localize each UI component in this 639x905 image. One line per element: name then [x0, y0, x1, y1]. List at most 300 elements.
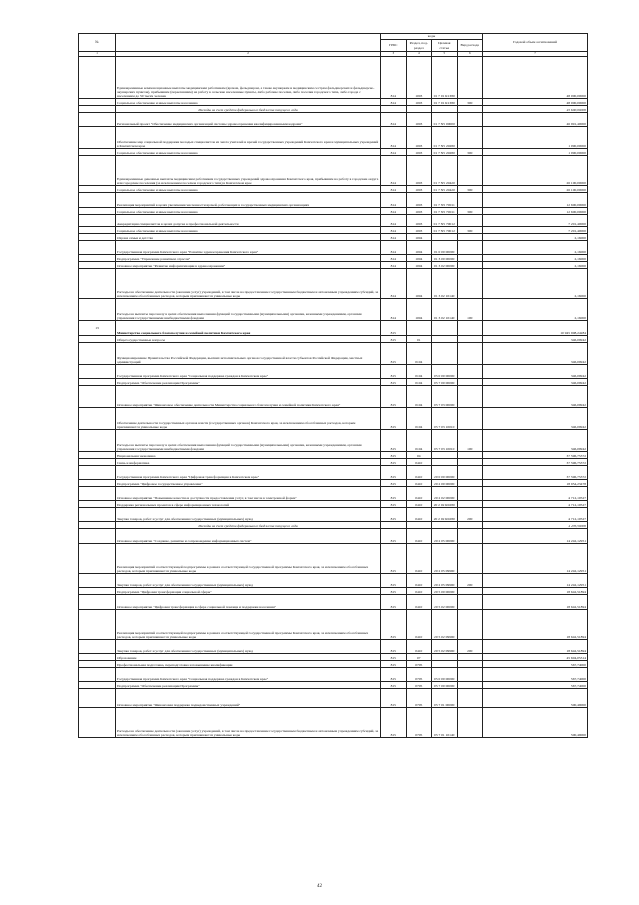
- row-name-cell: Функционирование Правительства Российской Федерации, высших исполнительных органов государственной власти субъектов Российской Федерации, местных администраций: [116, 343, 381, 365]
- expense-type-cell: [457, 595, 483, 610]
- target-article-cell: 20 2 02 00000: [432, 487, 458, 501]
- row-name-cell: Подпрограмма "Обеспечение реализации Программы": [116, 682, 381, 689]
- index-cell: 2: [116, 52, 381, 57]
- amount-cell: 26 100,00000: [483, 186, 588, 193]
- target-article-cell: 01 7 01 R1380: [432, 99, 458, 106]
- grbs-cell: [381, 106, 407, 113]
- row-name-cell: Обеспечение мер социальной поддержки молодых специалистов из числа учителей и врачей государственных учреждений Камчатского края и муниципальных учреждений в Камчатском крае: [116, 127, 381, 149]
- razdel-cell: 01: [406, 336, 432, 343]
- amount-cell: 346,09942: [483, 430, 588, 452]
- grbs-cell: 814: [381, 262, 407, 269]
- target-article-cell: 01 3 02 00000: [432, 262, 458, 269]
- razdel-cell: 1003: [406, 215, 432, 227]
- amount-cell: 14 242,12951: [483, 544, 588, 574]
- row-name-cell: Социальное обеспечение и иные выплаты населению: [116, 186, 381, 193]
- razdel-cell: 0104: [406, 365, 432, 379]
- target-article-cell: 20 2 02 R0280: [432, 501, 458, 508]
- target-article-cell: 01 7 01 R1380: [432, 57, 458, 99]
- row-number-cell: [79, 149, 116, 156]
- expense-type-cell: [457, 57, 483, 99]
- razdel-cell: 1003: [406, 149, 432, 156]
- grbs-cell: 814: [381, 227, 407, 234]
- amount-cell: 48 000,00000: [483, 99, 588, 106]
- razdel-cell: 1003: [406, 193, 432, 208]
- row-number-cell: [79, 430, 116, 452]
- amount-cell: 4 712,10527: [483, 508, 588, 522]
- razdel-cell: 0410: [406, 588, 432, 595]
- table-row: [79, 57, 588, 99]
- row-number-cell: [79, 262, 116, 269]
- expense-type-cell: [457, 255, 483, 262]
- row-name-cell: Обеспечение деятельности государственных органов власти (государственных органов) Камчатского края, за исключением обособленных расходов, которым присваиваются уникальные коды: [116, 408, 381, 430]
- row-number-cell: [79, 574, 116, 588]
- target-article-cell: 20 2 02 R0280: [432, 508, 458, 522]
- target-article-cell: 05 0 00 00000: [432, 668, 458, 682]
- row-name-cell: Реализация мероприятий в целях увеличения численности врачей, работающих в государственных медицинских организациях: [116, 193, 381, 208]
- razdel-cell: 0104: [406, 408, 432, 430]
- table-row: [79, 452, 588, 459]
- grbs-cell: 814: [381, 156, 407, 186]
- razdel-cell: 0410: [406, 508, 432, 522]
- amount-cell: 14 242,12951: [483, 529, 588, 544]
- amount-cell: 4 476,50000: [483, 522, 588, 529]
- grbs-cell: 814: [381, 99, 407, 106]
- razdel-cell: 1004: [406, 299, 432, 321]
- target-article-cell: 20 2 05 09990: [432, 574, 458, 588]
- razdel-cell: 1003: [406, 127, 432, 149]
- row-name-cell: Аккредитация специалистов в целях допуска к профессиональной деятельности: [116, 215, 381, 227]
- grbs-cell: 815: [381, 343, 407, 365]
- razdel-cell: 0410: [406, 610, 432, 640]
- target-article-cell: 05 7 01 10140: [432, 708, 458, 738]
- amount-cell: 500,49000: [483, 708, 588, 738]
- razdel-cell: 0705: [406, 689, 432, 708]
- row-number-cell: [79, 241, 116, 255]
- table-row: [79, 99, 588, 106]
- row-number-cell: [79, 459, 116, 466]
- grbs-cell: 815: [381, 508, 407, 522]
- razdel-cell: 1004: [406, 241, 432, 255]
- expense-type-cell: 200: [457, 640, 483, 654]
- budget-table: [78, 33, 588, 738]
- target-article-cell: [432, 654, 458, 661]
- row-name-cell: Подпрограмма "Цифровая трансформация социальной сферы": [116, 588, 381, 595]
- razdel-cell: 1004: [406, 234, 432, 241]
- expense-type-cell: [457, 501, 483, 508]
- target-article-cell: [432, 522, 458, 529]
- row-number-cell: [79, 522, 116, 529]
- grbs-cell: 814: [381, 113, 407, 127]
- grbs-cell: 814: [381, 186, 407, 193]
- expense-type-cell: [457, 544, 483, 574]
- target-article-cell: 05 0 00 00000: [432, 365, 458, 379]
- row-number-cell: [79, 682, 116, 689]
- row-name-cell: Основное мероприятие "Цифровая трансформация в сфере социальной помощи и поддержки населения": [116, 595, 381, 610]
- expense-type-cell: [457, 408, 483, 430]
- row-name-cell: Подпрограмма "Цифровое государственное управление": [116, 480, 381, 487]
- grbs-cell: 815: [381, 386, 407, 408]
- amount-cell: 46 991,40000: [483, 113, 588, 127]
- amount-cell: 18 642,51894: [483, 588, 588, 595]
- target-article-cell: 05 7 00 00000: [432, 682, 458, 689]
- target-article-cell: 01 7 N5 20420: [432, 156, 458, 186]
- table-row: [79, 241, 588, 255]
- razdel-cell: 0410: [406, 640, 432, 654]
- index-cell: 6: [457, 52, 483, 57]
- table-row: [79, 113, 588, 127]
- target-article-cell: [432, 321, 458, 336]
- grbs-cell: 815: [381, 640, 407, 654]
- row-number-cell: [79, 595, 116, 610]
- target-article-cell: [432, 661, 458, 668]
- table-row: [79, 466, 588, 480]
- amount-cell: 1 090,00000: [483, 149, 588, 156]
- target-article-cell: 01 7 N5 70012: [432, 227, 458, 234]
- expense-type-cell: [457, 668, 483, 682]
- amount-cell: 346,09942: [483, 365, 588, 379]
- row-number-cell: [79, 588, 116, 595]
- table-row: [79, 127, 588, 149]
- amount-cell: 500,49000: [483, 689, 588, 708]
- row-name-cell: Основное мероприятие "Финансовая поддержка подведомственных учреждений": [116, 689, 381, 708]
- header-target: Целевая статья: [432, 40, 458, 52]
- row-number-cell: [79, 299, 116, 321]
- expense-type-cell: 200: [457, 508, 483, 522]
- razdel-cell: 0410: [406, 544, 432, 574]
- header-num: №: [79, 34, 116, 52]
- row-name-cell: Национальная экономика: [116, 452, 381, 459]
- row-number-cell: [79, 365, 116, 379]
- table-body: [79, 57, 588, 738]
- grbs-cell: 815: [381, 574, 407, 588]
- expense-type-cell: [457, 452, 483, 459]
- expense-type-cell: [457, 459, 483, 466]
- amount-cell: 346,09942: [483, 408, 588, 430]
- expense-type-cell: [457, 113, 483, 127]
- row-name-cell: Закупка товаров, работ и услуг для обеспечения государственных (муниципальных) нужд: [116, 574, 381, 588]
- row-number-cell: [79, 654, 116, 661]
- index-cell: 4: [406, 52, 432, 57]
- expense-type-cell: [457, 379, 483, 386]
- target-article-cell: 20 5 02 00000: [432, 595, 458, 610]
- amount-cell: 7 201,40000: [483, 215, 588, 227]
- amount-cell: 7 201,40000: [483, 227, 588, 234]
- grbs-cell: 815: [381, 336, 407, 343]
- grbs-cell: 815: [381, 321, 407, 336]
- razdel-cell: 1003: [406, 57, 432, 99]
- row-name-cell: Основное мероприятие "Финансовое обеспечение деятельности Министерства социального благополучия и семейной политики Камчатского края": [116, 386, 381, 408]
- row-number-cell: [79, 501, 116, 508]
- amount-cell: 45 600,00000: [483, 106, 588, 113]
- amount-cell: 4 712,10527: [483, 501, 588, 508]
- grbs-cell: 815: [381, 501, 407, 508]
- razdel-cell: 1004: [406, 262, 432, 269]
- table-row: [79, 106, 588, 113]
- expense-type-cell: 300: [457, 227, 483, 234]
- grbs-cell: 815: [381, 430, 407, 452]
- razdel-cell: 0705: [406, 682, 432, 689]
- row-name-cell: Социальное обеспечение и иные выплаты населению: [116, 149, 381, 156]
- row-number-cell: [79, 113, 116, 127]
- index-cell: 5: [432, 52, 458, 57]
- table-row: [79, 234, 588, 241]
- row-name-cell: Подпрограмма "Обеспечение реализации Программы": [116, 379, 381, 386]
- row-number-cell: 13: [79, 321, 116, 336]
- razdel-cell: 1003: [406, 156, 432, 186]
- razdel-cell: 04: [406, 452, 432, 459]
- grbs-cell: 814: [381, 241, 407, 255]
- grbs-cell: 814: [381, 299, 407, 321]
- row-name-cell: Социальное обеспечение и иные выплаты населению: [116, 99, 381, 106]
- row-number-cell: [79, 343, 116, 365]
- razdel-cell: 1004: [406, 269, 432, 299]
- amount-cell: 567,74000: [483, 668, 588, 682]
- target-article-cell: 05 7 00 00000: [432, 379, 458, 386]
- row-number-cell: [79, 336, 116, 343]
- amount-cell: 48 000,00000: [483, 57, 588, 99]
- row-number-cell: [79, 193, 116, 208]
- grbs-cell: 814: [381, 269, 407, 299]
- row-name-cell: Основное мероприятие "Повышение качества и доступности предоставления услуг, в том числе в электронной форме": [116, 487, 381, 501]
- row-name-cell: Охрана семьи и детства: [116, 234, 381, 241]
- grbs-cell: 815: [381, 379, 407, 386]
- row-number-cell: [79, 508, 116, 522]
- row-name-cell: Расходы за счет средств федерального бюджета текущего года: [116, 106, 381, 113]
- target-article-cell: [432, 106, 458, 113]
- expense-type-cell: 200: [457, 574, 483, 588]
- row-number-cell: [79, 640, 116, 654]
- expense-type-cell: 300: [457, 99, 483, 106]
- razdel-cell: 0104: [406, 343, 432, 365]
- row-number-cell: [79, 186, 116, 193]
- expense-type-cell: [457, 241, 483, 255]
- target-article-cell: 01 7 N5 00000: [432, 113, 458, 127]
- target-article-cell: 05 7 03 10010: [432, 430, 458, 452]
- header-expense-type: Вид расхода: [457, 40, 483, 52]
- grbs-cell: 815: [381, 466, 407, 480]
- table-row: [79, 574, 588, 588]
- expense-type-cell: [457, 365, 483, 379]
- grbs-cell: 814: [381, 127, 407, 149]
- expense-type-cell: [457, 487, 483, 501]
- row-number-cell: [79, 480, 116, 487]
- row-name-cell: Государственная программа Камчатского края "Развитие здравоохранения Камчатского края": [116, 241, 381, 255]
- row-number-cell: [79, 269, 116, 299]
- razdel-cell: 1003: [406, 227, 432, 234]
- index-cell: 1: [79, 52, 116, 57]
- row-number-cell: [79, 386, 116, 408]
- row-name-cell: Основное мероприятие "Развитие информатизации в здравоохранении": [116, 262, 381, 269]
- razdel-cell: 1003: [406, 99, 432, 106]
- grbs-cell: 815: [381, 661, 407, 668]
- target-article-cell: 01 7 N5 20420: [432, 186, 458, 193]
- row-number-cell: [79, 57, 116, 99]
- table-row: [79, 299, 588, 321]
- table-row: [79, 544, 588, 574]
- row-name-cell: Подпрограмма "Управление развитием отрасли": [116, 255, 381, 262]
- grbs-cell: 815: [381, 529, 407, 544]
- row-name-cell: Профессиональная подготовка, переподготовка и повышение квалификации: [116, 661, 381, 668]
- target-article-cell: 01 7 N5 20280: [432, 149, 458, 156]
- amount-cell: 567,74000: [483, 682, 588, 689]
- row-name-cell: Закупка товаров, работ и услуг для обеспечения государственных (муниципальных) нужд: [116, 640, 381, 654]
- amount-cell: 2,16000: [483, 241, 588, 255]
- grbs-cell: 814: [381, 255, 407, 262]
- table-row: [79, 588, 588, 595]
- razdel-cell: 1003: [406, 208, 432, 215]
- table-row: [79, 365, 588, 379]
- expense-type-cell: [457, 215, 483, 227]
- expense-type-cell: 100: [457, 430, 483, 452]
- razdel-cell: 0705: [406, 708, 432, 738]
- expense-type-cell: [457, 156, 483, 186]
- table-row: [79, 610, 588, 640]
- table-row: [79, 227, 588, 234]
- row-number-cell: [79, 99, 116, 106]
- table-row: [79, 215, 588, 227]
- row-number-cell: [79, 255, 116, 262]
- razdel-cell: [406, 321, 432, 336]
- target-article-cell: [432, 452, 458, 459]
- row-name-cell: Социальное обеспечение и иные выплаты населению: [116, 208, 381, 215]
- razdel-cell: 0410: [406, 459, 432, 466]
- table-row: [79, 336, 588, 343]
- row-number-cell: [79, 106, 116, 113]
- grbs-cell: 815: [381, 480, 407, 487]
- grbs-cell: 815: [381, 452, 407, 459]
- target-article-cell: 01 3 02 10140: [432, 299, 458, 321]
- amount-cell: 45 604,05314: [483, 654, 588, 661]
- target-article-cell: [432, 234, 458, 241]
- target-article-cell: 01 0 00 00000: [432, 241, 458, 255]
- razdel-cell: 07: [406, 654, 432, 661]
- amount-cell: 18 642,51894: [483, 610, 588, 640]
- amount-cell: 2,16000: [483, 234, 588, 241]
- razdel-cell: 0104: [406, 430, 432, 452]
- table-row: [79, 480, 588, 487]
- target-article-cell: 01 7 N5 20280: [432, 127, 458, 149]
- amount-cell: 2,16000: [483, 262, 588, 269]
- amount-cell: 2,16000: [483, 255, 588, 262]
- razdel-cell: 0104: [406, 379, 432, 386]
- row-number-cell: [79, 127, 116, 149]
- table-row: [79, 408, 588, 430]
- amount-cell: 37 596,75372: [483, 459, 588, 466]
- row-number-cell: [79, 661, 116, 668]
- target-article-cell: 20 2 05 09990: [432, 544, 458, 574]
- table-row: [79, 640, 588, 654]
- razdel-cell: 0104: [406, 386, 432, 408]
- row-number-cell: [79, 466, 116, 480]
- row-number-cell: [79, 689, 116, 708]
- row-name-cell: Государственная программа Камчатского края "Социальная поддержка граждан в Камчатском крае": [116, 365, 381, 379]
- amount-cell: 1 090,00000: [483, 127, 588, 149]
- row-number-cell: [79, 234, 116, 241]
- budget-table-page: [78, 33, 588, 738]
- row-name-cell: Реализация мероприятий соответствующей подпрограммы в рамках соответствующей государственной программы Камчатского края, за исключением обособленных расходов, которым присваиваются уникальные коды: [116, 610, 381, 640]
- amount-cell: 10 945 908,24284: [483, 321, 588, 336]
- target-article-cell: 20 2 00 00000: [432, 480, 458, 487]
- amount-cell: 37 596,75372: [483, 452, 588, 459]
- row-number-cell: [79, 529, 116, 544]
- grbs-cell: 815: [381, 610, 407, 640]
- header-name: [116, 34, 381, 52]
- table-row: [79, 661, 588, 668]
- target-article-cell: 01 3 00 00000: [432, 255, 458, 262]
- table-row: [79, 529, 588, 544]
- table-row: [79, 149, 588, 156]
- amount-cell: 346,09942: [483, 386, 588, 408]
- razdel-cell: 0410: [406, 574, 432, 588]
- razdel-cell: [406, 522, 432, 529]
- expense-type-cell: [457, 106, 483, 113]
- expense-type-cell: [457, 336, 483, 343]
- grbs-cell: 815: [381, 365, 407, 379]
- amount-cell: 26 100,00000: [483, 156, 588, 186]
- table-row: [79, 379, 588, 386]
- target-article-cell: 01 7 N5 70011: [432, 208, 458, 215]
- row-name-cell: Единовременные компенсационные выплаты медицинским работникам (врачам, фельдшерам, а также акушеркам и медицинским сестрам фельдшерских и фельдшерско-акушерских пунктов), прибывшим (переехавшим) на работу в сельские населенные пункты, либо рабочие поселки, либо поселки городского типа, либо города с населением до 50 тысяч человек: [116, 57, 381, 99]
- amount-cell: 12 600,00000: [483, 193, 588, 208]
- row-name-cell: Министерство социального благополучия и семейной политики Камчатского края: [116, 321, 381, 336]
- grbs-cell: 815: [381, 689, 407, 708]
- razdel-cell: 1004: [406, 255, 432, 262]
- index-cell: 7: [483, 52, 588, 57]
- expense-type-cell: [457, 654, 483, 661]
- target-article-cell: 01 7 N5 70011: [432, 193, 458, 208]
- expense-type-cell: [457, 708, 483, 738]
- table-row: [79, 269, 588, 299]
- table-row: [79, 689, 588, 708]
- amount-cell: 2,16000: [483, 269, 588, 299]
- expense-type-cell: [457, 343, 483, 365]
- expense-type-cell: [457, 588, 483, 595]
- table-row: [79, 321, 588, 336]
- row-name-cell: Закупка товаров, работ и услуг для обеспечения государственных (муниципальных) нужд: [116, 508, 381, 522]
- table-row: [79, 386, 588, 408]
- row-name-cell: Расходы за счет средств федерального бюджета текущего года: [116, 522, 381, 529]
- grbs-cell: 814: [381, 149, 407, 156]
- target-article-cell: [432, 459, 458, 466]
- row-name-cell: Расходы на обеспечение деятельности (оказание услуг) учреждений, в том числе на предоставление государственным бюджетным и автономным учреждениям субсидий, за исключением обособленных расходов, которым присваиваются уникальные коды: [116, 269, 381, 299]
- amount-cell: 4 712,10527: [483, 487, 588, 501]
- header-grbs: ГРБС: [381, 40, 407, 52]
- expense-type-cell: [457, 661, 483, 668]
- table-row: [79, 156, 588, 186]
- table-row: [79, 255, 588, 262]
- expense-type-cell: [457, 127, 483, 149]
- grbs-cell: 814: [381, 57, 407, 99]
- razdel-cell: 1003: [406, 113, 432, 127]
- row-number-cell: [79, 227, 116, 234]
- target-article-cell: 20 0 00 00000: [432, 466, 458, 480]
- razdel-cell: 0410: [406, 480, 432, 487]
- grbs-cell: 815: [381, 595, 407, 610]
- grbs-cell: 815: [381, 668, 407, 682]
- header-razdel: Раздел, под-раздел: [406, 40, 432, 52]
- expense-type-cell: 300: [457, 208, 483, 215]
- row-name-cell: Общегосударственные вопросы: [116, 336, 381, 343]
- row-number-cell: [79, 668, 116, 682]
- expense-type-cell: [457, 269, 483, 299]
- row-name-cell: Поддержка региональных проектов в сфере информационных технологий: [116, 501, 381, 508]
- row-name-cell: Реализация мероприятий соответствующей подпрограммы в рамках соответствующей государственной программы Камчатского края, за исключением обособленных расходов, которым присваиваются уникальные коды: [116, 544, 381, 574]
- row-number-cell: [79, 544, 116, 574]
- amount-cell: 346,09942: [483, 343, 588, 365]
- amount-cell: 12 600,00000: [483, 208, 588, 215]
- table-row: [79, 430, 588, 452]
- amount-cell: 18 642,51894: [483, 595, 588, 610]
